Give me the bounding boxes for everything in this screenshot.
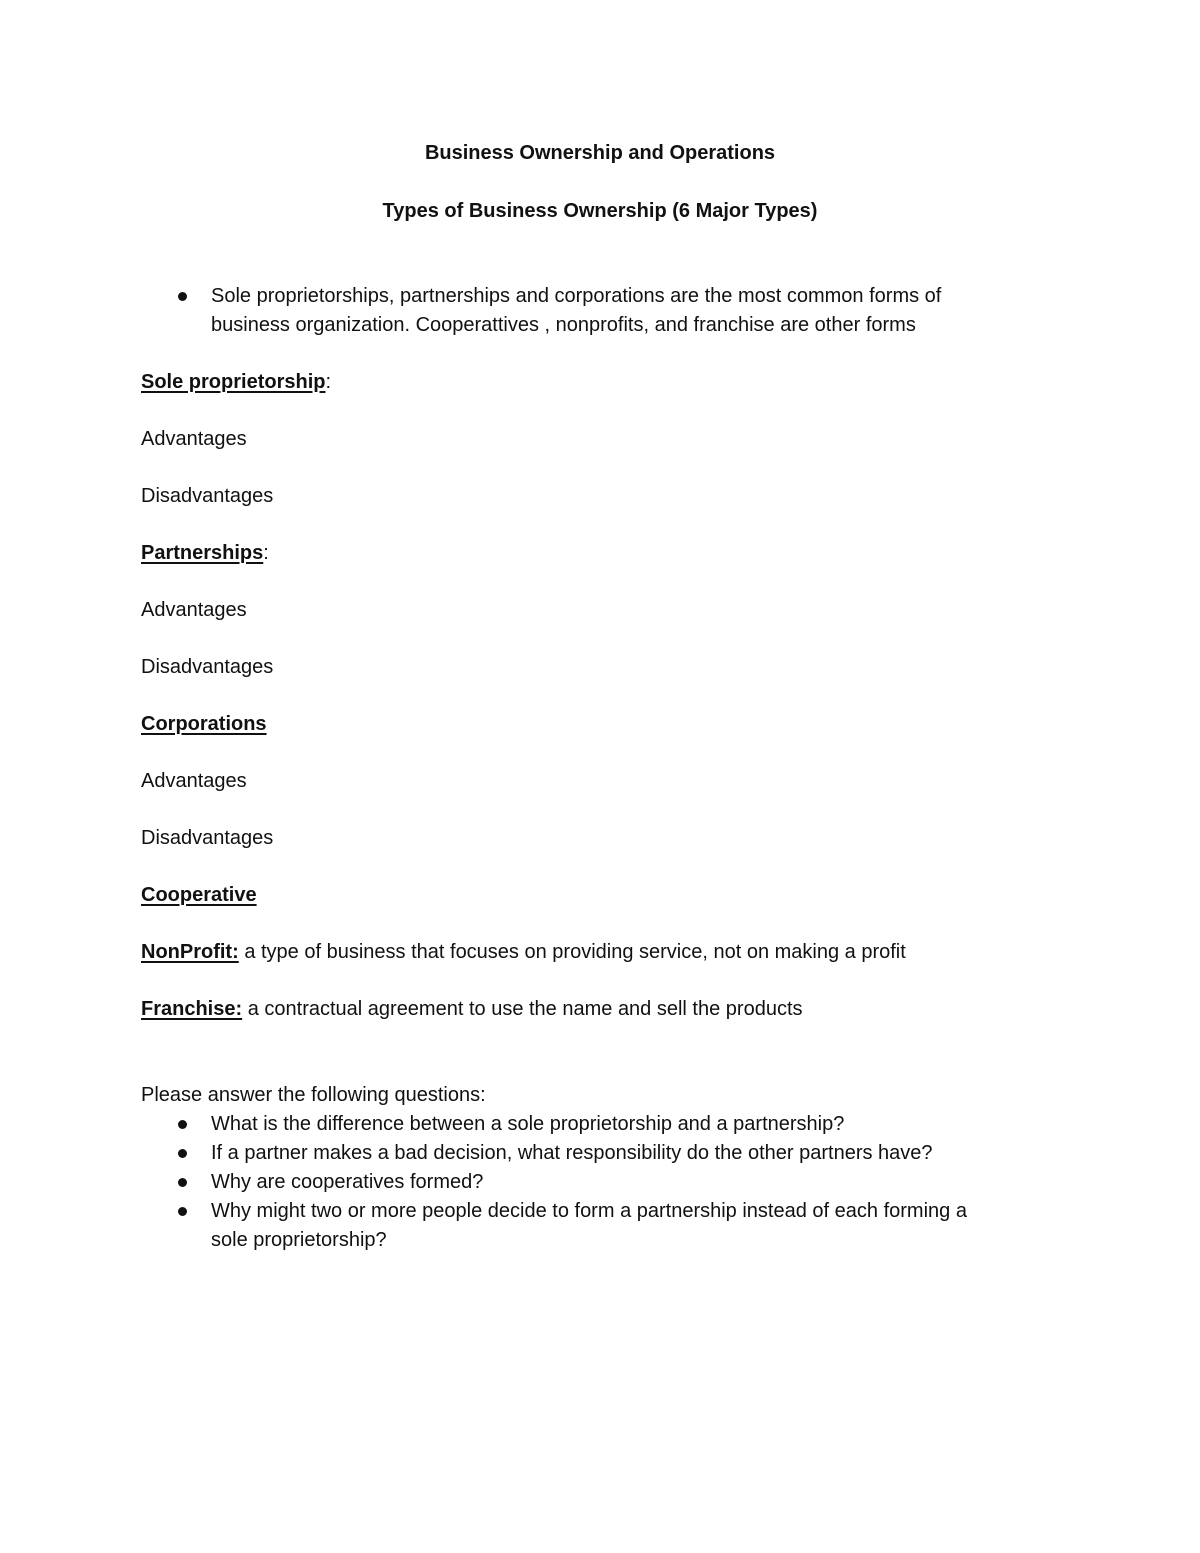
bullet-icon <box>178 1178 187 1187</box>
question-3: Why are cooperatives formed? <box>211 1171 484 1193</box>
question-1: What is the difference between a sole proprietorship and a partnership? <box>211 1113 845 1135</box>
list-item <box>176 282 941 340</box>
sole-proprietorship-advantages: Advantages <box>141 428 247 450</box>
intro-line-1: Sole proprietorships, partnerships and corporations are the most common forms of <box>211 285 942 307</box>
list-item <box>176 1197 967 1255</box>
corporations-disadvantages: Disadvantages <box>141 827 274 849</box>
partnerships-heading: Partnerships <box>141 542 264 564</box>
intro-bullet-list <box>176 282 941 340</box>
bullet-icon <box>178 1207 187 1216</box>
questions-prompt: Please answer the following questions: <box>141 1084 486 1106</box>
bullet-icon <box>178 1149 187 1158</box>
franchise-label: Franchise: <box>141 998 243 1020</box>
partnerships-advantages: Advantages <box>141 599 247 621</box>
document-subtitle: Types of Business Ownership (6 Major Types) <box>382 200 818 222</box>
partnerships-heading-row <box>141 539 269 568</box>
question-4-continued: sole proprietorship? <box>211 1229 387 1251</box>
heading-colon: : <box>263 542 269 564</box>
franchise-text: a contractual agreement to use the name and sell the products <box>242 998 803 1020</box>
sole-proprietorship-heading: Sole proprietorship <box>141 371 326 393</box>
list-item <box>176 1139 967 1168</box>
intro-line-2: business organization. Cooperattives , nonprofits, and franchise are other forms <box>211 314 916 336</box>
sole-proprietorship-heading-row <box>141 368 331 397</box>
list-item <box>176 1168 967 1197</box>
nonprofit-text: a type of business that focuses on providing service, not on making a profit <box>238 941 906 963</box>
sole-proprietorship-disadvantages: Disadvantages <box>141 485 274 507</box>
partnerships-disadvantages: Disadvantages <box>141 656 274 678</box>
bullet-icon <box>178 1120 187 1129</box>
document-title: Business Ownership and Operations <box>424 142 776 164</box>
question-2: If a partner makes a bad decision, what responsibility do the other partners have? <box>211 1142 933 1164</box>
questions-list <box>176 1110 967 1255</box>
list-item <box>176 1110 967 1139</box>
corporations-advantages: Advantages <box>141 770 247 792</box>
cooperative-heading: Cooperative <box>141 884 257 906</box>
question-4: Why might two or more people decide to form a partnership instead of each forming a <box>211 1200 967 1222</box>
heading-colon: : <box>325 371 332 393</box>
nonprofit-label: NonProfit: <box>141 941 239 963</box>
corporations-heading: Corporations <box>141 713 267 735</box>
bullet-icon <box>178 292 187 301</box>
franchise-definition <box>141 995 803 1024</box>
nonprofit-definition <box>141 938 906 967</box>
